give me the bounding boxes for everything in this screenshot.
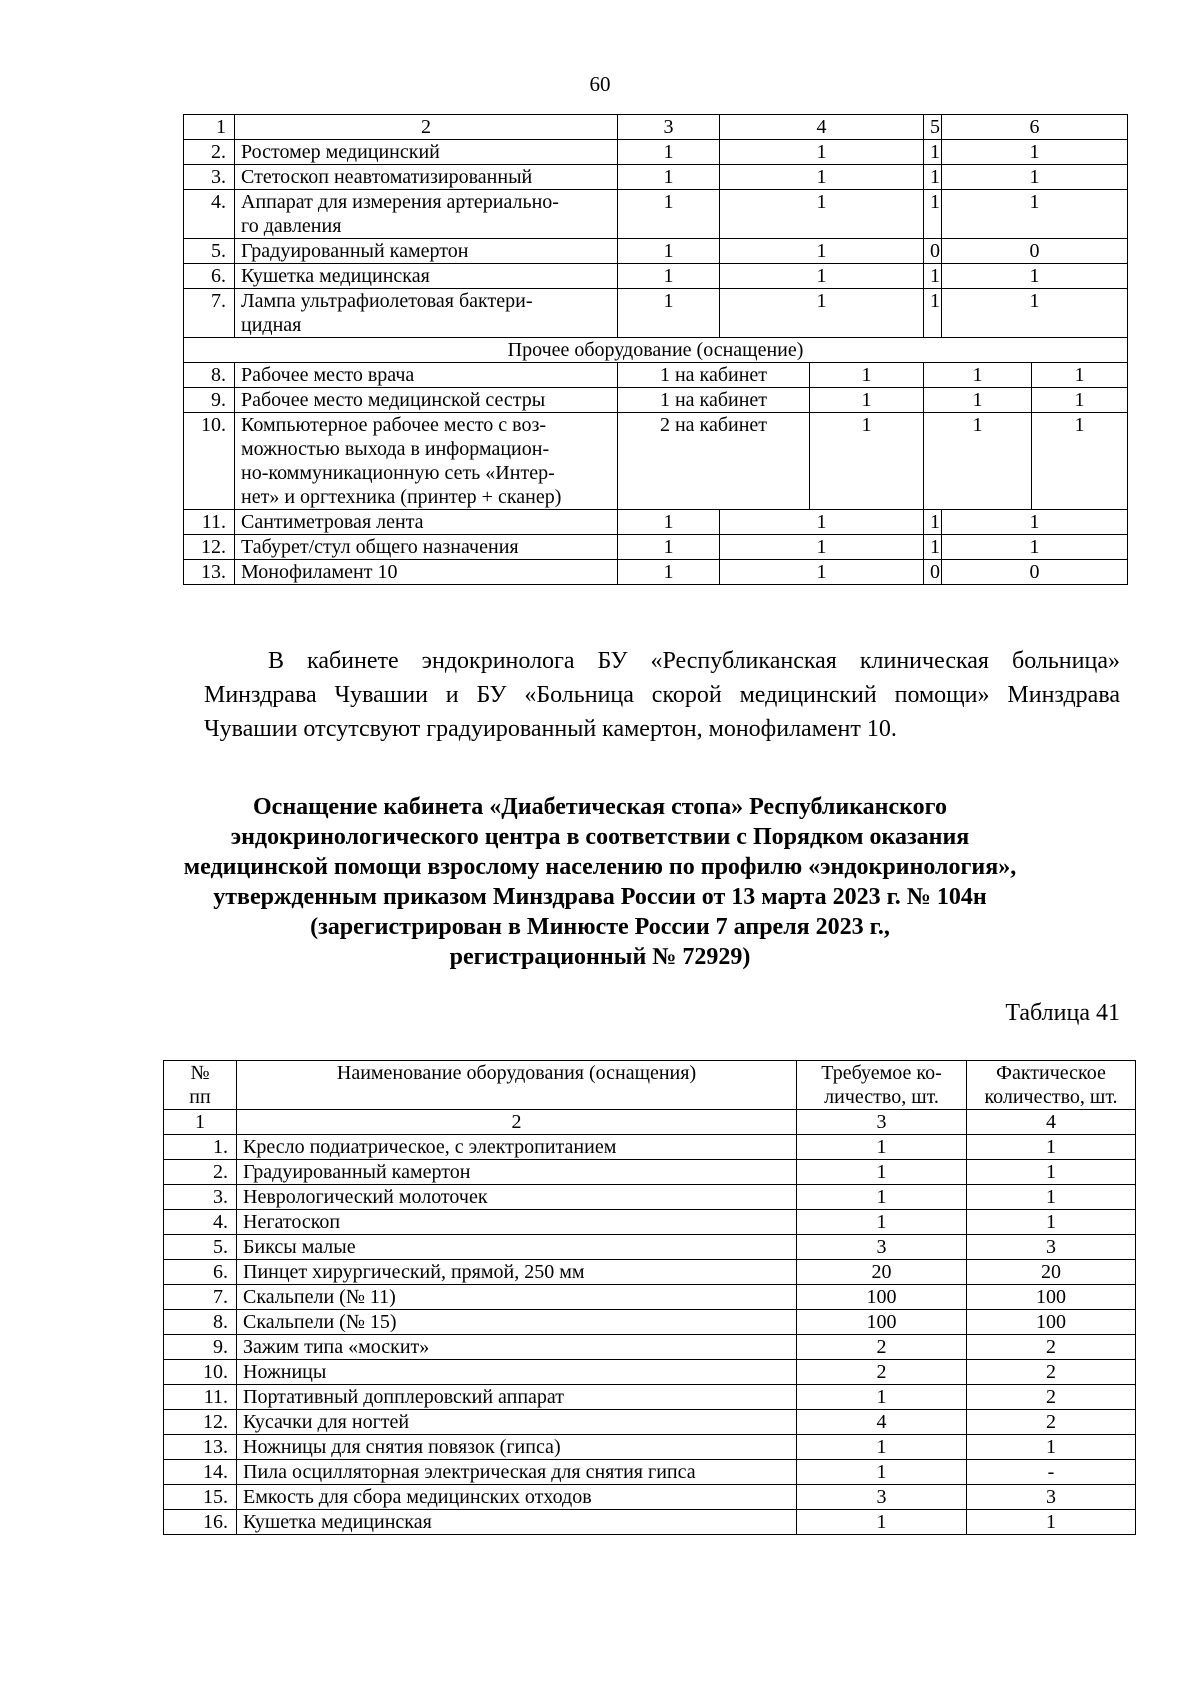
equipment-name: Скальпели (№ 11)	[237, 1285, 797, 1310]
header-cell-name: Наименование оборудования (оснащения)	[237, 1061, 797, 1110]
name-line: Кушетка медицинская	[241, 265, 430, 287]
equipment-name: Неврологический молоточек	[237, 1185, 797, 1210]
name-line: но-коммуникационную сеть «Интер-	[241, 462, 555, 484]
actual-quantity: 100	[967, 1310, 1136, 1335]
row-number: 13.	[184, 560, 235, 585]
equipment-name	[235, 264, 618, 289]
index-cell: 3	[797, 1110, 967, 1135]
required-quantity: 3	[797, 1485, 967, 1510]
value-cell: 1	[942, 535, 1128, 560]
table-row	[164, 1510, 1136, 1535]
paragraph	[204, 644, 1120, 746]
value-cell: 1	[720, 535, 924, 560]
required-quantity: 100	[797, 1310, 967, 1335]
section-heading	[150, 792, 1050, 972]
table-row	[164, 1385, 1136, 1410]
table-row	[184, 264, 1128, 289]
table-index-row	[164, 1110, 1136, 1135]
table-row	[164, 1335, 1136, 1360]
row-number: 13.	[164, 1435, 237, 1460]
actual-quantity: 2	[967, 1335, 1136, 1360]
row-number: 4.	[164, 1210, 237, 1235]
row-number: 3.	[164, 1185, 237, 1210]
header-cell-actual: Фактическое количество, шт.	[967, 1061, 1136, 1110]
row-number: 10.	[164, 1360, 237, 1385]
row-number: 10.	[184, 413, 235, 510]
table-row	[184, 510, 1128, 535]
row-number: 2.	[184, 140, 235, 165]
row-number: 9.	[164, 1335, 237, 1360]
value-cell: 1	[720, 239, 924, 264]
section-row	[184, 338, 1128, 363]
row-number: 12.	[184, 535, 235, 560]
row-number: 11.	[164, 1385, 237, 1410]
table-row	[164, 1235, 1136, 1260]
table-row	[184, 165, 1128, 190]
required-quantity: 3	[797, 1235, 967, 1260]
name-line: го давления	[241, 215, 342, 237]
value-cell: 1	[810, 413, 924, 510]
row-number: 15.	[164, 1485, 237, 1510]
actual-quantity: 1	[967, 1185, 1136, 1210]
table-row	[164, 1435, 1136, 1460]
value-cell: 1 на кабинет	[618, 388, 810, 413]
value-cell: 1 на кабинет	[618, 363, 810, 388]
required-quantity: 1	[797, 1160, 967, 1185]
equipment-name: Кушетка медицинская	[237, 1510, 797, 1535]
row-number: 8.	[184, 363, 235, 388]
actual-quantity: 2	[967, 1385, 1136, 1410]
value-cell: 1	[720, 140, 924, 165]
index-cell: 1	[184, 115, 235, 140]
index-cell: 1	[164, 1110, 237, 1135]
row-number: 4.	[184, 190, 235, 239]
index-cell: 2	[235, 115, 618, 140]
heading-line: (зарегистрирован в Минюсте России 7 апреля 2023 г.,	[310, 914, 890, 940]
value-cell: 1	[618, 560, 720, 585]
table-row	[164, 1310, 1136, 1335]
actual-quantity: 2	[967, 1410, 1136, 1435]
value-cell: 0	[924, 239, 942, 264]
name-line: Рабочее место врача	[241, 364, 415, 386]
section-title: Прочее оборудование (оснащение)	[184, 338, 1128, 363]
value-cell: 1	[1032, 388, 1128, 413]
value-cell: 1	[924, 388, 1032, 413]
table-row	[164, 1285, 1136, 1310]
value-cell: 1	[720, 264, 924, 289]
value-cell: 1	[924, 510, 942, 535]
table-header-row	[164, 1061, 1136, 1110]
name-line: Компьютерное рабочее место с воз-	[241, 414, 547, 436]
actual-quantity: 20	[967, 1260, 1136, 1285]
value-cell: 1	[720, 510, 924, 535]
name-line: Аппарат для измерения артериально-	[241, 191, 559, 213]
name-line: Ростомер медицинский	[241, 141, 440, 163]
value-cell: 1	[618, 510, 720, 535]
actual-quantity: 1	[967, 1160, 1136, 1185]
equipment-name	[235, 165, 618, 190]
row-number: 3.	[184, 165, 235, 190]
equipment-name	[235, 413, 618, 510]
value-cell: 1	[942, 510, 1128, 535]
table-row	[164, 1210, 1136, 1235]
table-row	[164, 1135, 1136, 1160]
required-quantity: 1	[797, 1210, 967, 1235]
required-quantity: 1	[797, 1510, 967, 1535]
value-cell: 1	[810, 388, 924, 413]
equipment-name: Кресло подиатрическое, с электропитанием	[237, 1135, 797, 1160]
equipment-name: Кусачки для ногтей	[237, 1410, 797, 1435]
value-cell: 1	[924, 535, 942, 560]
actual-quantity: 1	[967, 1510, 1136, 1535]
row-number: 2.	[164, 1160, 237, 1185]
name-line: Стетоскоп неавтоматизированный	[241, 166, 533, 188]
equipment-name	[235, 535, 618, 560]
equipment-name: Биксы малые	[237, 1235, 797, 1260]
table-row	[184, 190, 1128, 239]
required-quantity: 4	[797, 1410, 967, 1435]
equipment-name	[235, 560, 618, 585]
table-row	[184, 413, 1128, 510]
value-cell: 1	[618, 140, 720, 165]
index-cell: 4	[967, 1110, 1136, 1135]
required-quantity: 1	[797, 1385, 967, 1410]
value-cell: 1	[618, 289, 720, 338]
value-cell: 1	[924, 190, 942, 239]
equipment-name	[235, 363, 618, 388]
table-caption: Таблица 41	[1005, 1000, 1120, 1026]
index-cell: 4	[720, 115, 924, 140]
equipment-name: Пинцет хирургический, прямой, 250 мм	[237, 1260, 797, 1285]
table-row	[164, 1410, 1136, 1435]
row-number: 7.	[184, 289, 235, 338]
row-number: 5.	[184, 239, 235, 264]
equipment-name	[235, 190, 618, 239]
table-row	[184, 140, 1128, 165]
table-row	[184, 388, 1128, 413]
required-quantity: 20	[797, 1260, 967, 1285]
table-row	[164, 1260, 1136, 1285]
equipment-name: Портативный допплеровский аппарат	[237, 1385, 797, 1410]
equipment-name	[235, 388, 618, 413]
row-number: 12.	[164, 1410, 237, 1435]
value-cell: 0	[942, 239, 1128, 264]
row-number: 5.	[164, 1235, 237, 1260]
value-cell: 1	[942, 140, 1128, 165]
value-cell: 1	[924, 289, 942, 338]
table-row	[164, 1360, 1136, 1385]
table-row	[184, 535, 1128, 560]
value-cell: 1	[942, 190, 1128, 239]
value-cell: 1	[720, 190, 924, 239]
name-line: можностью выхода в информацион-	[241, 438, 550, 460]
equipment-name: Негатоскоп	[237, 1210, 797, 1235]
row-number: 6.	[164, 1260, 237, 1285]
required-quantity: 100	[797, 1285, 967, 1310]
actual-quantity: 1	[967, 1210, 1136, 1235]
value-cell: 1	[810, 363, 924, 388]
actual-quantity: 100	[967, 1285, 1136, 1310]
actual-quantity: 1	[967, 1435, 1136, 1460]
index-cell: 6	[942, 115, 1128, 140]
equipment-name: Зажим типа «москит»	[237, 1335, 797, 1360]
heading-line: медицинской помощи взрослому населению по профилю «эндокринология»,	[183, 854, 1017, 880]
value-cell: 1	[924, 413, 1032, 510]
table-row	[184, 289, 1128, 338]
row-number: 14.	[164, 1460, 237, 1485]
row-number: 9.	[184, 388, 235, 413]
heading-line: эндокринологического центра в соответствии с Порядком оказания	[230, 824, 970, 850]
equipment-name	[235, 289, 618, 338]
required-quantity: 1	[797, 1185, 967, 1210]
index-cell: 5	[924, 115, 942, 140]
required-quantity: 1	[797, 1135, 967, 1160]
heading-line: Оснащение кабинета «Диабетическая стопа» Республиканского	[253, 794, 947, 820]
value-cell: 0	[942, 560, 1128, 585]
value-cell: 1	[618, 165, 720, 190]
row-number: 1.	[164, 1135, 237, 1160]
header-cell-num: № пп	[164, 1061, 237, 1110]
value-cell: 1	[720, 560, 924, 585]
value-cell: 1	[924, 264, 942, 289]
actual-quantity: 3	[967, 1235, 1136, 1260]
page-number: 60	[589, 72, 611, 96]
value-cell: 2 на кабинет	[618, 413, 810, 510]
index-cell: 3	[618, 115, 720, 140]
value-cell: 1	[720, 289, 924, 338]
required-quantity: 2	[797, 1335, 967, 1360]
value-cell: 1	[618, 239, 720, 264]
equipment-name: Градуированный камертон	[237, 1160, 797, 1185]
value-cell: 1	[924, 140, 942, 165]
value-cell: 1	[618, 264, 720, 289]
index-cell: 2	[237, 1110, 797, 1135]
row-number: 7.	[164, 1285, 237, 1310]
table-row	[164, 1185, 1136, 1210]
row-number: 8.	[164, 1310, 237, 1335]
header-cell-required: Требуемое ко- личество, шт.	[797, 1061, 967, 1110]
name-line: Градуированный камертон	[241, 240, 469, 262]
name-line: нет» и оргтехника (принтер + сканер)	[241, 486, 562, 508]
table-row	[164, 1160, 1136, 1185]
actual-quantity: 2	[967, 1360, 1136, 1385]
row-number: 16.	[164, 1510, 237, 1535]
value-cell: 1	[618, 190, 720, 239]
name-line: Рабочее место медицинской сестры	[241, 389, 546, 411]
table-row	[164, 1485, 1136, 1510]
value-cell: 1	[942, 165, 1128, 190]
required-quantity: 1	[797, 1460, 967, 1485]
name-line: цидная	[241, 314, 302, 336]
value-cell: 1	[618, 535, 720, 560]
actual-quantity: 3	[967, 1485, 1136, 1510]
table-row	[184, 560, 1128, 585]
name-line: Сантиметровая лента	[241, 511, 424, 533]
table-row	[184, 363, 1128, 388]
value-cell: 1	[924, 165, 942, 190]
name-line: Табурет/стул общего назначения	[241, 536, 519, 558]
table-row	[184, 239, 1128, 264]
diabetic-foot-equipment-table	[163, 1060, 1136, 1535]
equipment-table-continued	[183, 114, 1128, 585]
value-cell: 1	[720, 165, 924, 190]
equipment-name	[235, 510, 618, 535]
required-quantity: 1	[797, 1435, 967, 1460]
value-cell: 0	[924, 560, 942, 585]
equipment-name: Скальпели (№ 15)	[237, 1310, 797, 1335]
heading-line: утвержденным приказом Минздрава России от 13 марта 2023 г. № 104н	[213, 884, 987, 910]
equipment-name: Емкость для сбора медицинских отходов	[237, 1485, 797, 1510]
value-cell: 1	[1032, 413, 1128, 510]
row-number: 11.	[184, 510, 235, 535]
equipment-name: Ножницы для снятия повязок (гипса)	[237, 1435, 797, 1460]
table-index-row	[184, 115, 1128, 140]
name-line: Монофиламент 10	[241, 561, 398, 583]
required-quantity: 2	[797, 1360, 967, 1385]
heading-line: регистрационный № 72929)	[449, 944, 751, 970]
actual-quantity: 1	[967, 1135, 1136, 1160]
paragraph-text: В кабинете эндокринолога БУ «Республиканская клиническая больница» Минздрава Чувашии и БУ «Больница скорой медицинский помощи» Минздрава Чувашии отсутсвуют градуированный камертон, монофиламент 10.	[204, 648, 1120, 742]
equipment-name	[235, 140, 618, 165]
row-number: 6.	[184, 264, 235, 289]
value-cell: 1	[942, 264, 1128, 289]
value-cell: 1	[942, 289, 1128, 338]
value-cell: 1	[924, 363, 1032, 388]
value-cell: 1	[1032, 363, 1128, 388]
actual-quantity: -	[967, 1460, 1136, 1485]
table-row	[164, 1460, 1136, 1485]
equipment-name: Ножницы	[237, 1360, 797, 1385]
equipment-name	[235, 239, 618, 264]
name-line: Лампа ультрафиолетовая бактери-	[241, 290, 533, 312]
equipment-name: Пила осцилляторная электрическая для снятия гипса	[237, 1460, 797, 1485]
